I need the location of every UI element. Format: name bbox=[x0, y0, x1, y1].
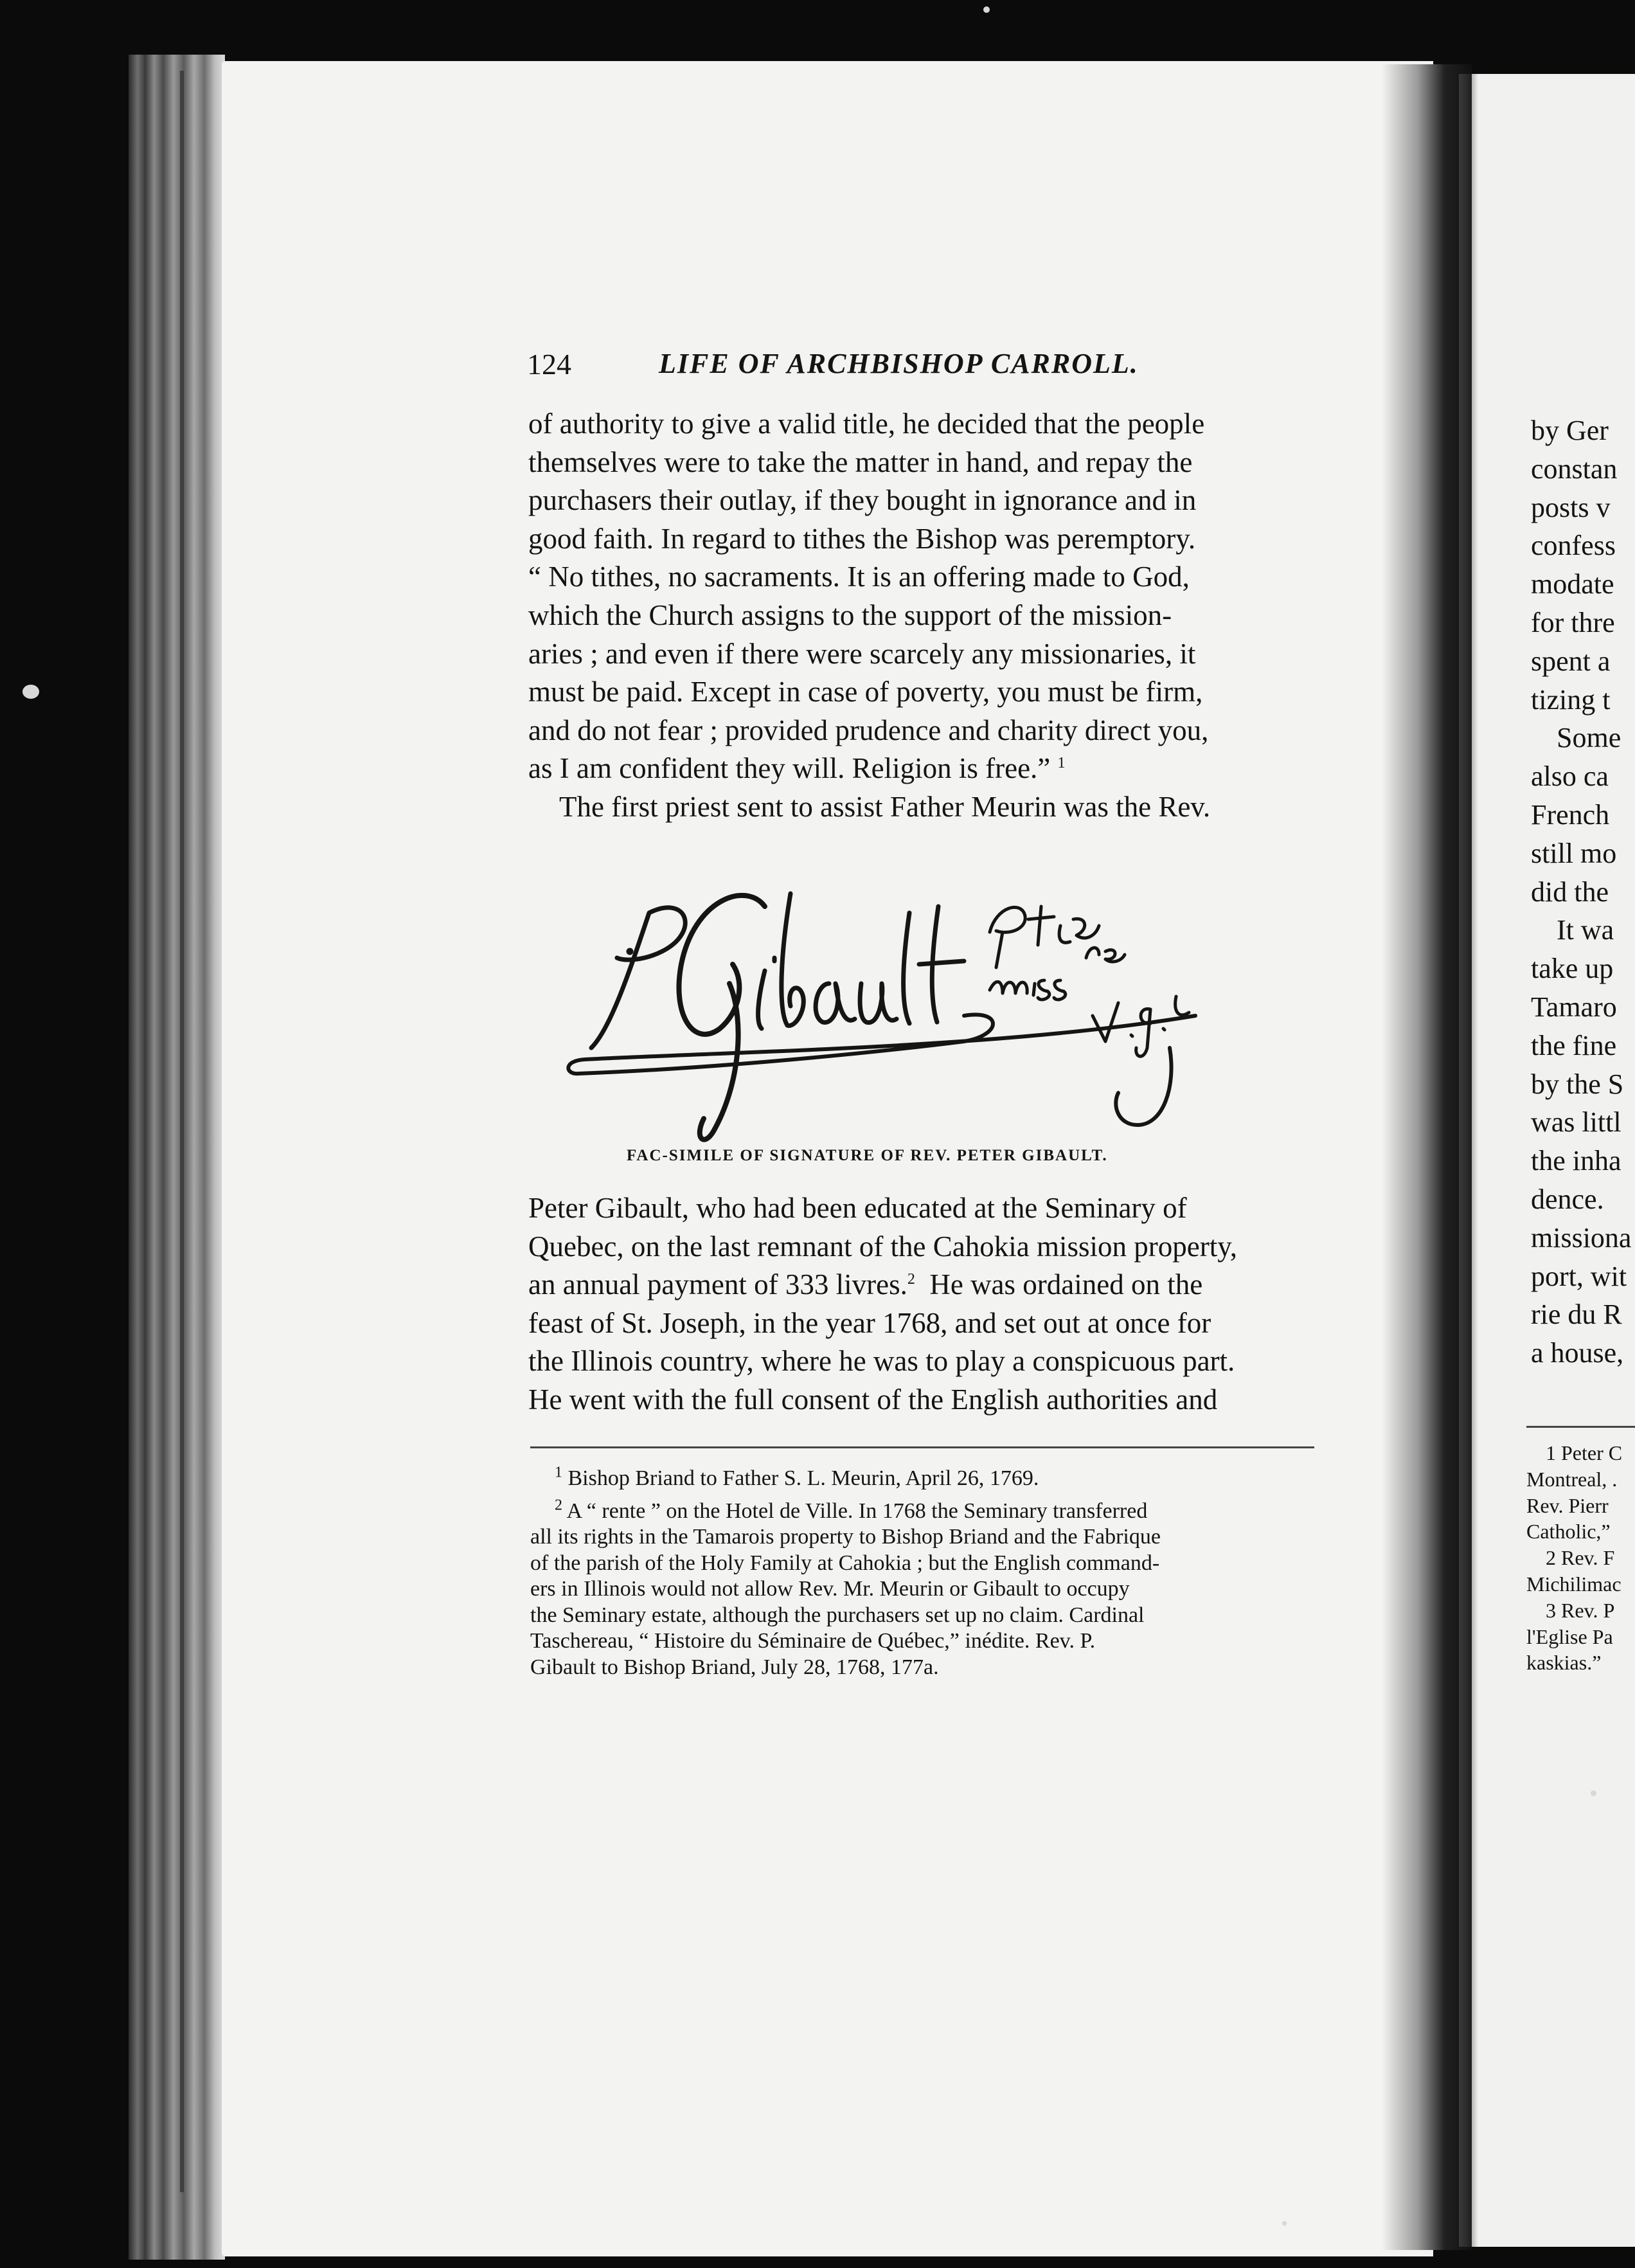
facing-page-text bbox=[1531, 411, 1635, 1372]
footnote-2-line: Gibault to Bishop Briand, July 28, 1768, 177a. bbox=[530, 1655, 939, 1679]
text-line-content: He was ordained on the bbox=[915, 1268, 1203, 1301]
footnote-2-line: Taschereau, “ Histoire du Séminaire de Québec,” inédite. Rev. P. bbox=[530, 1629, 1096, 1653]
footnote-text: A “ rente ” on the Hotel de Ville. In 1768 the Seminary transferred bbox=[566, 1498, 1148, 1523]
text-line: feast of St. Joseph, in the year 1768, and set out at once for bbox=[528, 1306, 1211, 1339]
footnote-2-line: the Seminary estate, although the purchasers set up no claim. Cardinal bbox=[530, 1603, 1145, 1627]
scan-speck bbox=[1282, 2221, 1287, 2226]
facing-line: take up bbox=[1531, 953, 1614, 985]
text-line: Peter Gibault, who had been educated at the Seminary of bbox=[528, 1192, 1187, 1224]
facing-footnote-line: l'Eglise Pa bbox=[1526, 1625, 1613, 1648]
facing-line: modate bbox=[1531, 568, 1614, 600]
facing-footnote-line: Michilimac bbox=[1526, 1572, 1622, 1596]
footnote-2-line: of the parish of the Holy Family at Cahokia ; but the English command- bbox=[530, 1551, 1160, 1575]
facing-footnote-line: 2 Rev. F bbox=[1546, 1546, 1615, 1570]
text-line: purchasers their outlay, if they bought in ignorance and in bbox=[528, 484, 1197, 517]
text-line: themselves were to take the matter in hand, and repay the bbox=[528, 446, 1193, 478]
footnotes bbox=[530, 1466, 1314, 1680]
facing-line: the inha bbox=[1531, 1145, 1622, 1177]
paragraph-3 bbox=[528, 1189, 1314, 1419]
footnote-2-line: ers in Illinois would not allow Rev. Mr. Meurin or Gibault to occupy bbox=[530, 1577, 1130, 1601]
facing-line: for thre bbox=[1531, 606, 1615, 638]
footnote-ref: 2 bbox=[907, 1271, 915, 1288]
text-line: aries ; and even if there were scarcely any missionaries, it bbox=[528, 637, 1196, 670]
facing-line: French bbox=[1531, 798, 1610, 831]
footnote-2-line: all its rights in the Tamarois property to Bishop Briand and the Fabrique bbox=[530, 1525, 1161, 1549]
text-line: of authority to give a valid title, he decided that the people bbox=[528, 408, 1205, 440]
text-line bbox=[528, 750, 1314, 788]
text-line: good faith. In regard to tithes the Bishop was peremptory. bbox=[528, 522, 1196, 555]
footnote-1 bbox=[530, 1466, 1314, 1492]
facing-line: tizing t bbox=[1531, 683, 1611, 716]
right-page-shadow bbox=[1459, 74, 1478, 2247]
facing-page-footnotes bbox=[1526, 1440, 1635, 1676]
paragraph-1 bbox=[528, 405, 1314, 827]
footnote-ref: 1 bbox=[1057, 755, 1066, 772]
facing-line: a house, bbox=[1531, 1337, 1624, 1369]
facing-line: Tamaro bbox=[1531, 991, 1617, 1023]
scan-speck bbox=[983, 6, 990, 13]
facing-line: port, wit bbox=[1531, 1260, 1627, 1292]
signature-caption: FAC-SIMILE OF SIGNATURE OF REV. PETER GIBAULT. bbox=[627, 1147, 1108, 1164]
facing-footnote-rule bbox=[1526, 1426, 1635, 1428]
facing-footnote-line: kaskias.” bbox=[1526, 1651, 1602, 1675]
facing-footnote-line: Montreal, . bbox=[1526, 1467, 1618, 1491]
book-gutter-shadow bbox=[1382, 64, 1472, 2250]
footnote-mark: 2 bbox=[555, 1497, 562, 1514]
page-number: 124 bbox=[527, 348, 571, 381]
footnote-mark: 1 bbox=[555, 1464, 562, 1481]
facing-line: posts v bbox=[1531, 491, 1611, 523]
facing-footnote-line: 1 Peter C bbox=[1546, 1441, 1623, 1464]
facing-line: confess bbox=[1531, 530, 1616, 562]
facing-line: was littl bbox=[1531, 1106, 1622, 1138]
facing-line: the fine bbox=[1531, 1029, 1617, 1061]
facing-line: spent a bbox=[1531, 645, 1611, 677]
footnote-2-line bbox=[530, 1498, 1314, 1525]
running-title: LIFE OF ARCHBISHOP CARROLL. bbox=[659, 348, 1139, 379]
scan-speck bbox=[22, 685, 39, 699]
page-header bbox=[527, 347, 1202, 392]
facing-line: missiona bbox=[1531, 1221, 1632, 1254]
book-edge-shadow bbox=[180, 71, 225, 2192]
footnote-rule bbox=[530, 1446, 1314, 1448]
text-line: the Illinois country, where he was to play a conspicuous part. bbox=[528, 1345, 1235, 1378]
text-line: and do not fear ; provided prudence and charity direct you, bbox=[528, 714, 1209, 746]
facing-line: still mo bbox=[1531, 837, 1617, 869]
text-line-content: an annual payment of 333 livres. bbox=[528, 1268, 907, 1301]
facing-line: It wa bbox=[1557, 914, 1614, 946]
footnote-text: Bishop Briand to Father S. L. Meurin, April 26, 1769. bbox=[567, 1466, 1039, 1490]
text-line-content: as I am confident they will. Religion is free.” bbox=[528, 752, 1051, 785]
facing-line: by Ger bbox=[1531, 415, 1609, 446]
facing-line: constan bbox=[1531, 453, 1618, 485]
facing-line: also ca bbox=[1531, 760, 1609, 793]
text-line: which the Church assigns to the support of the mission- bbox=[528, 598, 1172, 631]
text-line bbox=[528, 1266, 1314, 1304]
facing-footnote-line: Catholic,” bbox=[1526, 1520, 1611, 1544]
signature-facsimile bbox=[553, 855, 1292, 1151]
facing-footnote-line: Rev. Pierr bbox=[1526, 1493, 1609, 1517]
scan-speck bbox=[1591, 1790, 1596, 1796]
facing-line: by the S bbox=[1531, 1068, 1624, 1100]
facing-line: did the bbox=[1531, 876, 1609, 908]
text-line: He went with the full consent of the English authorities and bbox=[528, 1383, 1218, 1416]
text-line: “ No tithes, no sacraments. It is an offering made to God, bbox=[528, 561, 1190, 593]
text-line: The first priest sent to assist Father Meurin was the Rev. bbox=[559, 790, 1211, 823]
text-line: must be paid. Except in case of poverty, you must be firm, bbox=[528, 676, 1203, 708]
text-line: Quebec, on the last remnant of the Cahokia mission property, bbox=[528, 1230, 1238, 1263]
facing-line: dence. bbox=[1531, 1183, 1604, 1215]
facing-footnote-line: 3 Rev. P bbox=[1546, 1598, 1615, 1622]
facing-line: Some bbox=[1557, 722, 1622, 754]
facing-line: rie du R bbox=[1531, 1299, 1622, 1331]
